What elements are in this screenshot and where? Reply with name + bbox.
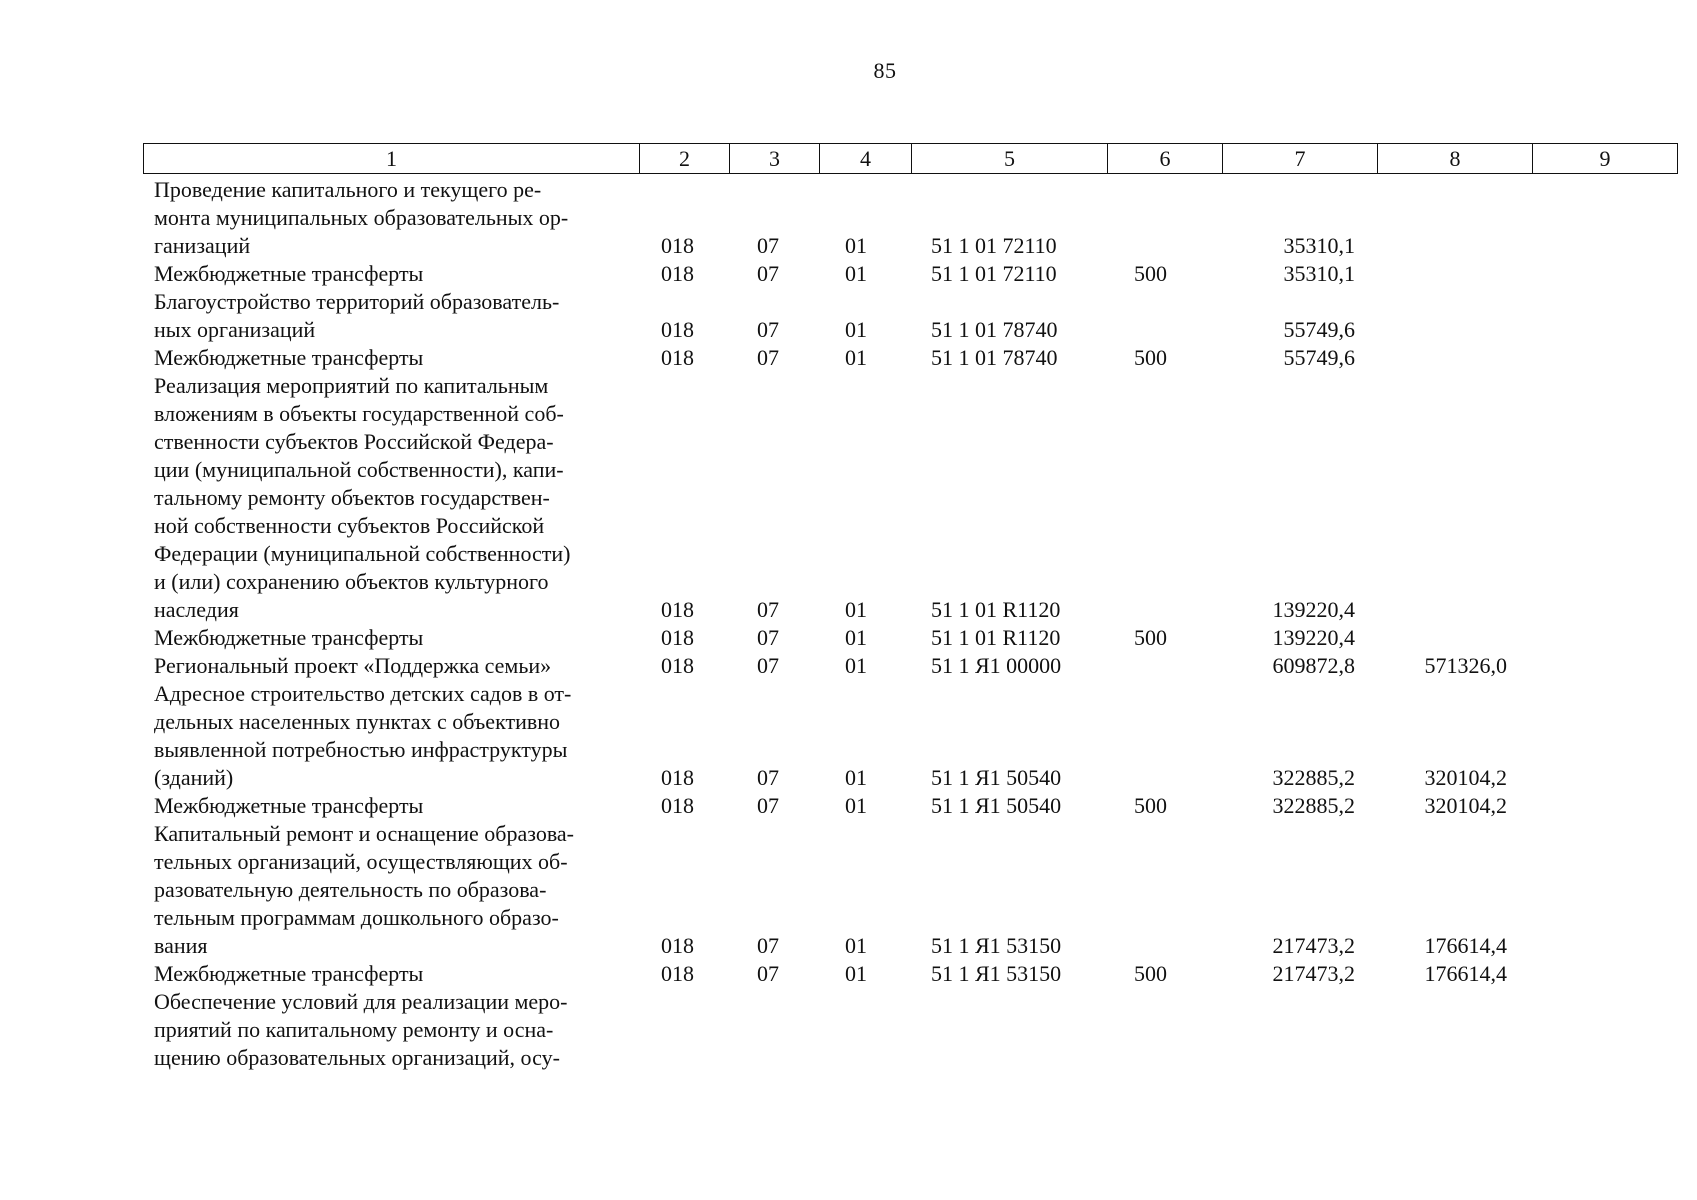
expense-type-code: 500	[1134, 793, 1167, 818]
section-code: 07	[757, 793, 779, 818]
target-article-code: 51 1 Я1 50540	[931, 765, 1062, 790]
amount-col-7: 55749,6	[1283, 317, 1355, 342]
ministry-code: 018	[661, 233, 694, 258]
target-article-code: 51 1 01 72110	[931, 233, 1057, 258]
row-name: Проведение капитального и текущего ре- монта муниципальных образовательных ор- ганизаций	[154, 177, 569, 258]
expense-type-code: 500	[1134, 625, 1167, 650]
target-article-code: 51 1 01 72110	[931, 261, 1057, 286]
table-row	[0, 652, 1697, 680]
row-name: Межбюджетные трансферты	[154, 961, 424, 986]
row-name: Межбюджетные трансферты	[154, 793, 424, 818]
ministry-code: 018	[661, 345, 694, 370]
table-row	[0, 792, 1697, 820]
table-row	[0, 820, 1697, 960]
amount-col-7: 217473,2	[1272, 961, 1355, 986]
expense-type-code: 500	[1134, 261, 1167, 286]
amount-col-8: 320104,2	[1424, 765, 1507, 790]
row-name: Адресное строительство детских садов в от- дельных населенных пунктах с объективно выявленной потребностью инфраструктуры (зданий)	[154, 681, 572, 790]
section-code: 07	[757, 933, 779, 958]
amount-col-7: 35310,1	[1283, 261, 1355, 286]
row-name: Межбюджетные трансферты	[154, 345, 424, 370]
subsection-code: 01	[845, 933, 867, 958]
section-code: 07	[757, 597, 779, 622]
target-article-code: 51 1 01 R1120	[931, 597, 1061, 622]
column-header-2: 2	[640, 144, 730, 174]
table-row	[0, 176, 1697, 260]
row-name: Благоустройство территорий образователь- ных организаций	[154, 289, 560, 342]
row-name: Межбюджетные трансферты	[154, 261, 424, 286]
section-code: 07	[757, 653, 779, 678]
column-number-header	[143, 143, 1678, 174]
row-name: Обеспечение условий для реализации меро- приятий по капитальному ремонту и осна- щению образовательных организаций, осу-	[154, 989, 568, 1070]
subsection-code: 01	[845, 765, 867, 790]
budget-table-body	[0, 176, 1697, 1072]
ministry-code: 018	[661, 625, 694, 650]
subsection-code: 01	[845, 793, 867, 818]
column-header-1: 1	[144, 144, 640, 174]
column-header-3: 3	[730, 144, 820, 174]
subsection-code: 01	[845, 625, 867, 650]
column-header-9: 9	[1533, 144, 1678, 174]
section-code: 07	[757, 961, 779, 986]
section-code: 07	[757, 317, 779, 342]
subsection-code: 01	[845, 653, 867, 678]
subsection-code: 01	[845, 345, 867, 370]
ministry-code: 018	[661, 793, 694, 818]
amount-col-8: 176614,4	[1424, 933, 1507, 958]
page-number: 85	[873, 58, 897, 83]
column-header-7: 7	[1223, 144, 1378, 174]
target-article-code: 51 1 Я1 50540	[931, 793, 1062, 818]
column-header-5: 5	[912, 144, 1108, 174]
amount-col-7: 139220,4	[1272, 625, 1355, 650]
target-article-code: 51 1 01 R1120	[931, 625, 1061, 650]
column-header-8: 8	[1378, 144, 1533, 174]
section-code: 07	[757, 625, 779, 650]
amount-col-8: 571326,0	[1424, 653, 1507, 678]
amount-col-8: 176614,4	[1424, 961, 1507, 986]
amount-col-7: 139220,4	[1272, 597, 1355, 622]
ministry-code: 018	[661, 261, 694, 286]
amount-col-7: 609872,8	[1272, 653, 1355, 678]
row-name: Реализация мероприятий по капитальным вложениям в объекты государственной соб- ственности субъектов Российской Федера- ции (муниципальной собственности), капи- тальному ремонту объектов государствен- ной собственности субъектов Российской Федерации (муниципальной собственности) и (или) сохранению объектов культурного наследия	[154, 373, 571, 622]
ministry-code: 018	[661, 597, 694, 622]
amount-col-7: 217473,2	[1272, 933, 1355, 958]
table-row	[0, 288, 1697, 344]
ministry-code: 018	[661, 317, 694, 342]
amount-col-7: 35310,1	[1283, 233, 1355, 258]
target-article-code: 51 1 Я1 53150	[931, 933, 1062, 958]
row-name: Капитальный ремонт и оснащение образова- тельных организаций, осуществляющих об- разовательную деятельность по образова- тельным программам дошкольного образо- вания	[154, 821, 575, 958]
expense-type-code: 500	[1134, 345, 1167, 370]
table-row	[0, 344, 1697, 372]
target-article-code: 51 1 01 78740	[931, 345, 1058, 370]
target-article-code: 51 1 Я1 00000	[931, 653, 1062, 678]
ministry-code: 018	[661, 933, 694, 958]
subsection-code: 01	[845, 261, 867, 286]
table-row	[0, 624, 1697, 652]
section-code: 07	[757, 765, 779, 790]
section-code: 07	[757, 345, 779, 370]
subsection-code: 01	[845, 233, 867, 258]
table-row	[0, 988, 1697, 1072]
amount-col-7: 322885,2	[1272, 793, 1355, 818]
table-row	[0, 680, 1697, 792]
table-row	[0, 372, 1697, 624]
table-row	[0, 260, 1697, 288]
target-article-code: 51 1 01 78740	[931, 317, 1058, 342]
subsection-code: 01	[845, 961, 867, 986]
target-article-code: 51 1 Я1 53150	[931, 961, 1062, 986]
amount-col-8: 320104,2	[1424, 793, 1507, 818]
amount-col-7: 322885,2	[1272, 765, 1355, 790]
row-name: Региональный проект «Поддержка семьи»	[154, 653, 552, 678]
ministry-code: 018	[661, 653, 694, 678]
section-code: 07	[757, 233, 779, 258]
column-header-6: 6	[1108, 144, 1223, 174]
row-name: Межбюджетные трансферты	[154, 625, 424, 650]
subsection-code: 01	[845, 597, 867, 622]
section-code: 07	[757, 261, 779, 286]
ministry-code: 018	[661, 961, 694, 986]
expense-type-code: 500	[1134, 961, 1167, 986]
ministry-code: 018	[661, 765, 694, 790]
table-row	[0, 960, 1697, 988]
column-header-4: 4	[820, 144, 912, 174]
subsection-code: 01	[845, 317, 867, 342]
amount-col-7: 55749,6	[1283, 345, 1355, 370]
